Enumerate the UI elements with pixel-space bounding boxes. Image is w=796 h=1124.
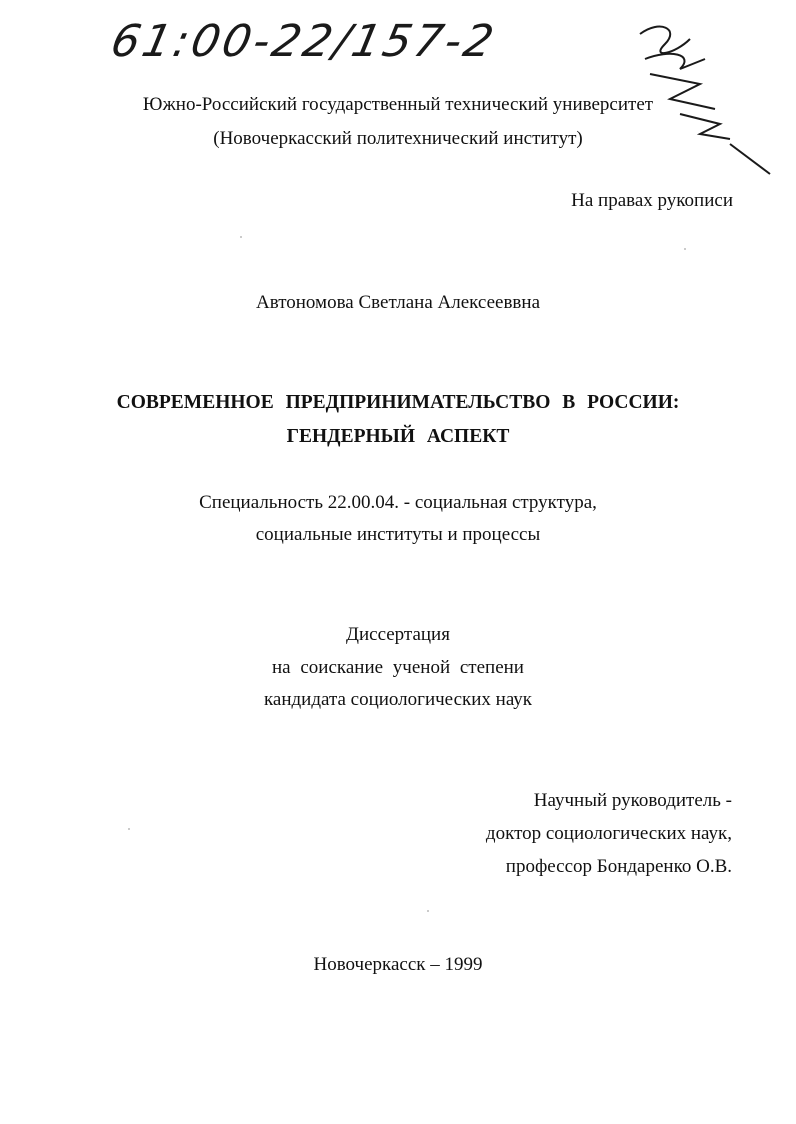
city-year: Новочеркасск – 1999 (313, 954, 483, 975)
supervisor-label: Научный руководитель - (533, 790, 732, 811)
work-type: Диссертация (346, 624, 450, 645)
archive-code-handwritten: 61:00-22/157-2 (106, 16, 501, 67)
degree-line1: на соискание ученой степени (272, 657, 524, 678)
scan-speck (240, 236, 242, 238)
thesis-title-line1: СОВРЕМЕННОЕ ПРЕДПРИНИМАТЕЛЬСТВО В РОССИИ: (116, 392, 680, 413)
scan-speck (128, 828, 130, 830)
scan-speck (427, 910, 429, 912)
scan-speck (684, 248, 686, 250)
supervisor-degree: доктор социологических наук, (485, 823, 732, 844)
thesis-title-line2: ГЕНДЕРНЫЙ АСПЕКТ (286, 426, 510, 447)
institute-name: (Новочеркасский политехнический институт) (213, 128, 583, 149)
specialty-line1: Специальность 22.00.04. - социальная структура, (199, 492, 597, 513)
university-name: Южно-Российский государственный технический университет (142, 94, 654, 115)
degree-line2: кандидата социологических наук (263, 689, 533, 710)
author-name: Автономова Светлана Алексееввна (255, 292, 541, 313)
specialty-line2: социальные институты и процессы (255, 524, 541, 545)
supervisor-name: профессор Бондаренко О.В. (505, 856, 732, 877)
manuscript-note: На правах рукописи (571, 190, 733, 211)
